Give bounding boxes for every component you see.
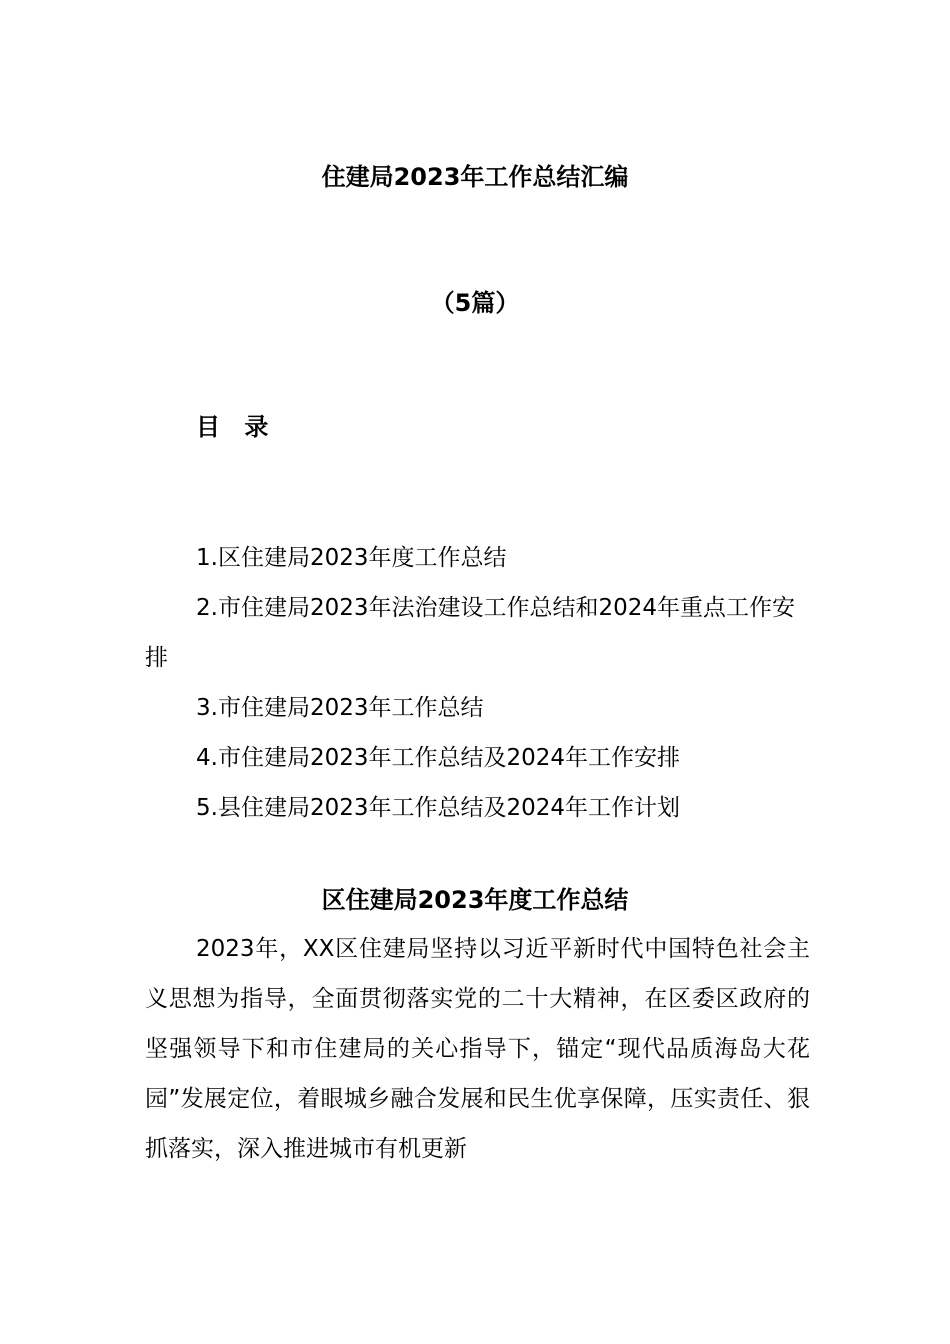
toc-item: 1.区住建局2023年度工作总结 [196,545,507,571]
section-title: 区住建局2023年度工作总结 [321,886,629,914]
toc-item: 2.市住建局2023年法治建设工作总结和2024年重点工作安排 [145,595,796,671]
toc-item: 4.市住建局2023年工作总结及2024年工作安排 [196,745,681,771]
table-of-contents [145,533,810,833]
body-paragraph: 2023年，XX区住建局坚持以习近平新时代中国特色社会主义思想为指导，全面贯彻落实党的二十大精神，在区委区政府的坚强领导下和市住建局的关心指导下，锚定“现代品质海岛大花园”发展定位，着眼城乡融合发展和民生优享保障，压实责任、狠抓落实，深入推进城市有机更新 [145,936,810,1162]
toc-item: 5.县住建局2023年工作总结及2024年工作计划 [196,795,681,821]
document-title: 住建局2023年工作总结汇编 [321,163,629,191]
toc-item: 3.市住建局2023年工作总结 [196,695,484,721]
toc-heading: 目 录 [196,413,277,441]
document-count: （5篇） [430,289,520,317]
